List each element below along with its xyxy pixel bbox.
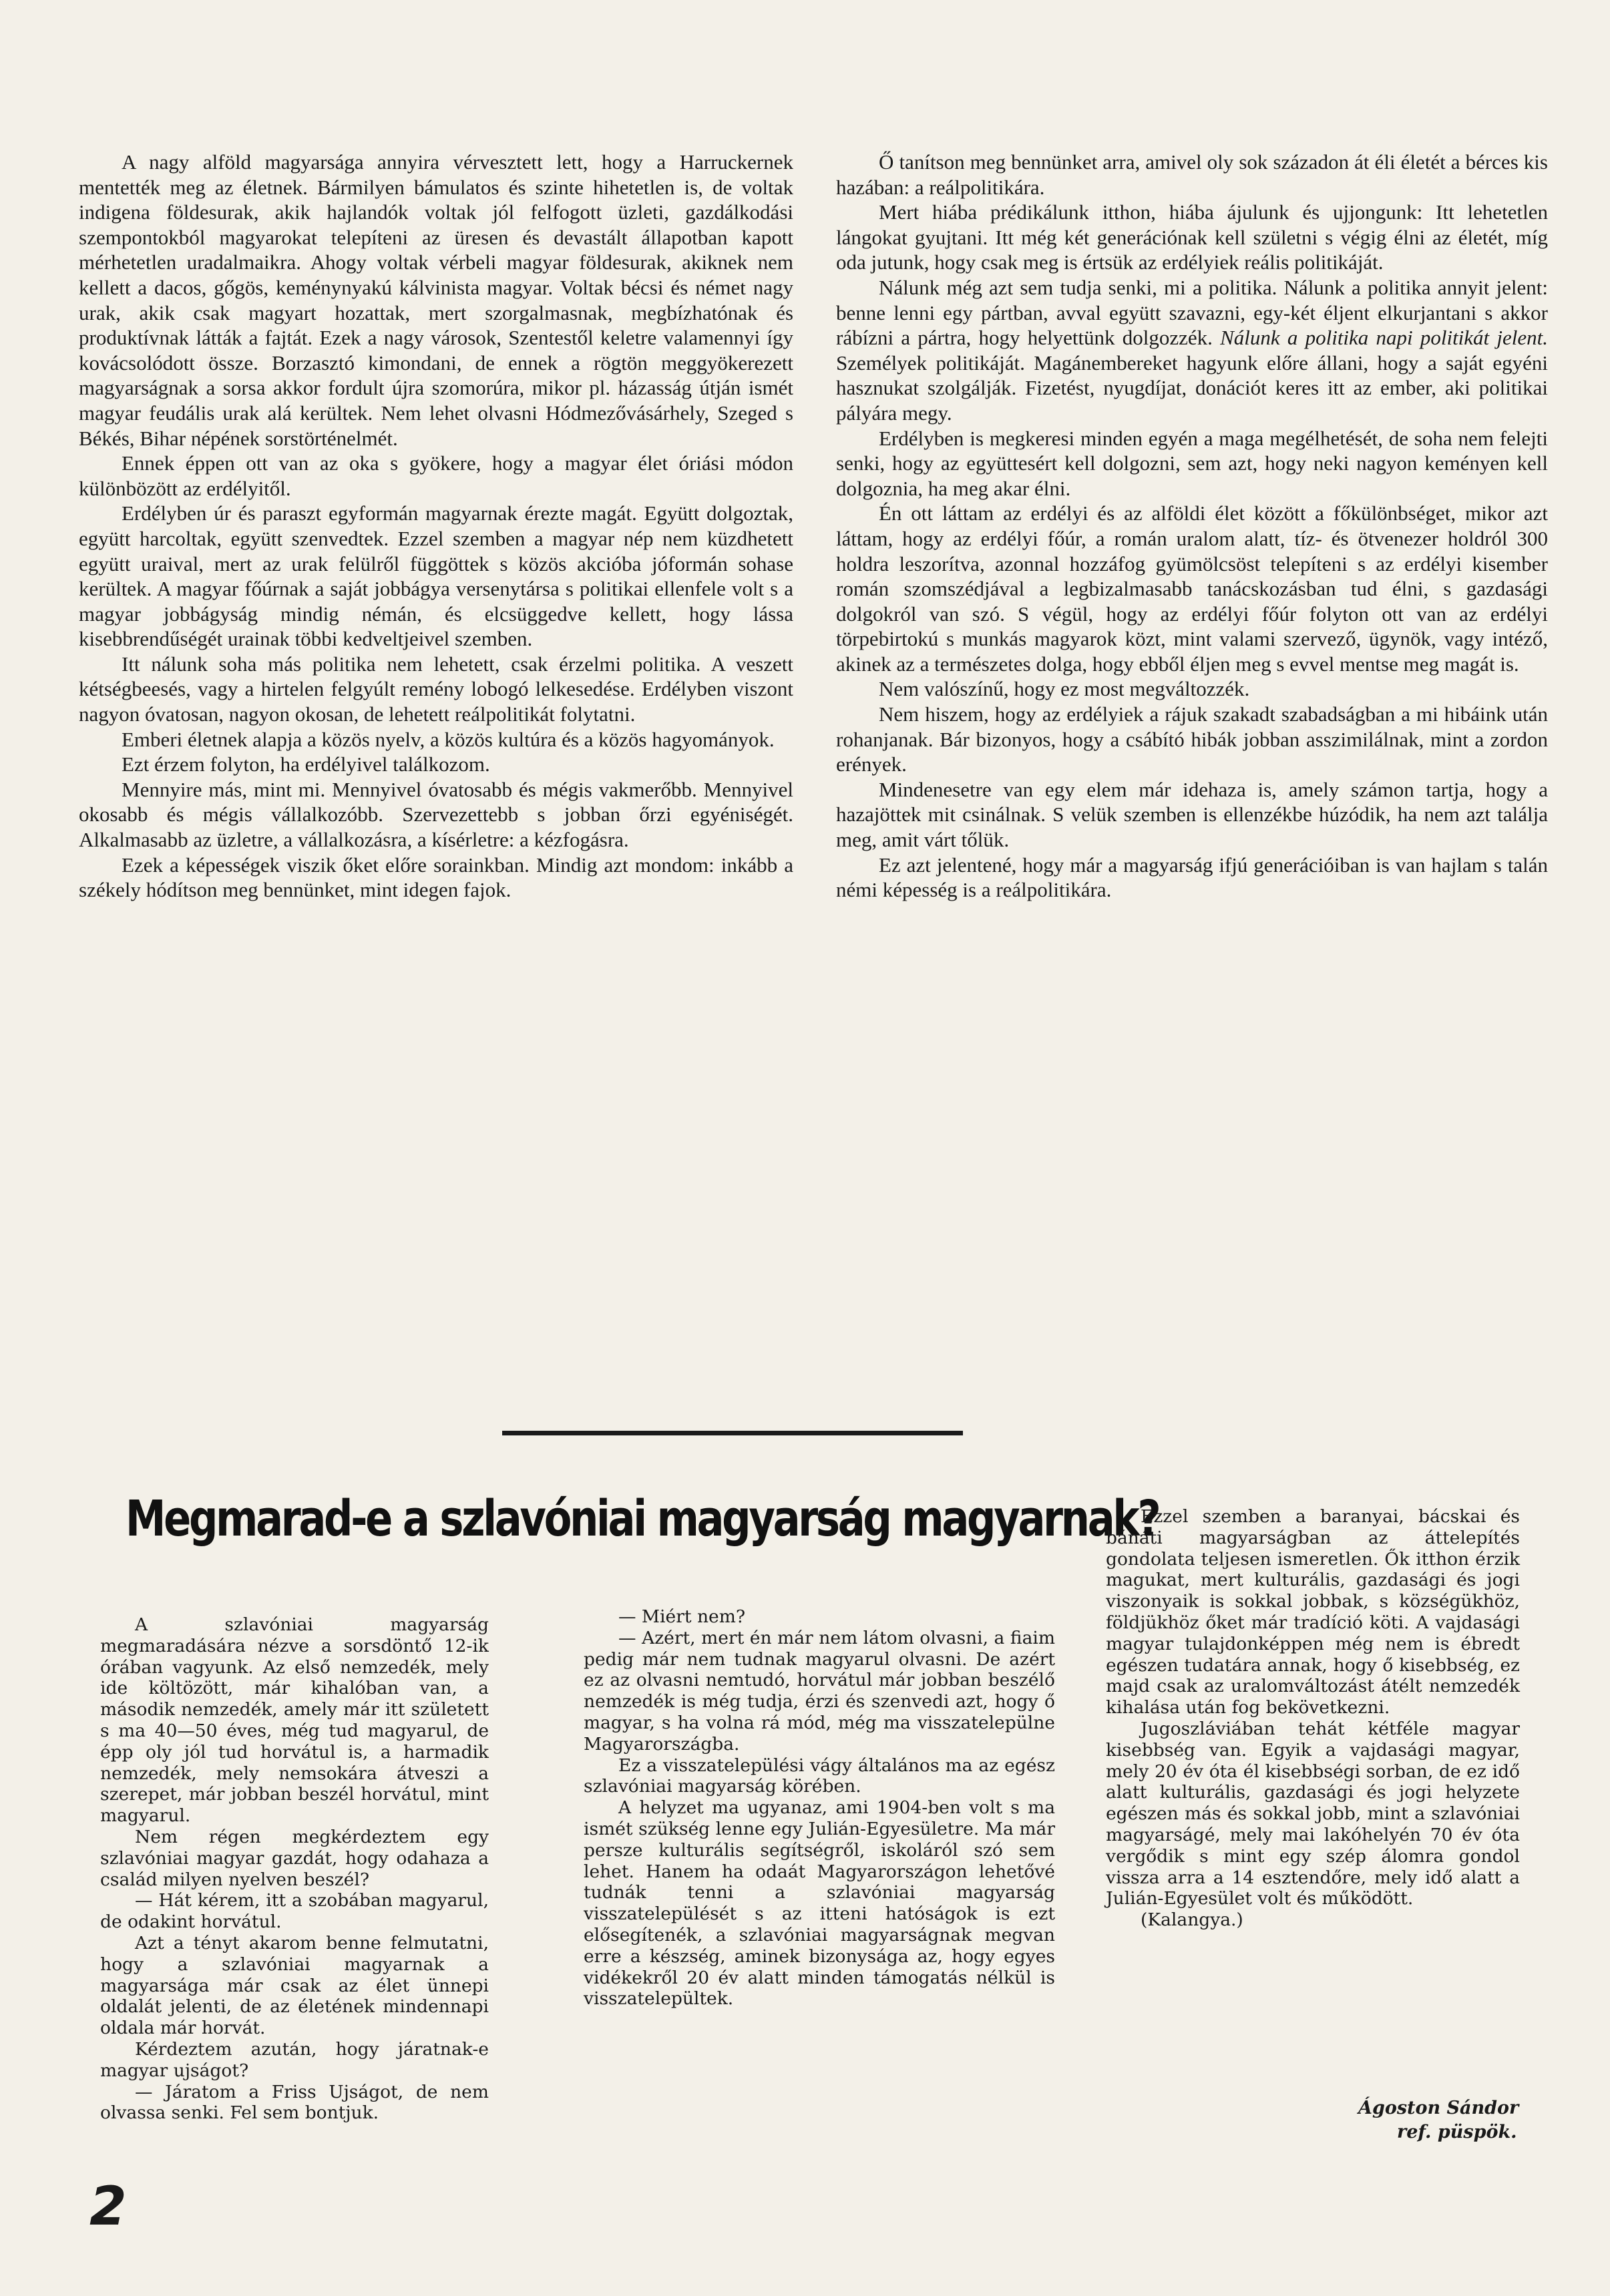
paragraph: Mindenesetre van egy elem már idehaza is, amely számon tartja, hogy a hazajöttek mit csinálnak. S velük szemben is ellenzékbe húzódik, ha nem azt találja meg, amit várt tőlük.: [836, 777, 1548, 852]
paragraph: Ezt érzem folyton, ha erdélyivel találkozom.: [122, 752, 490, 776]
paragraph: Itt nálunk soha más politika nem lehetett, csak érzelmi politika. A veszett kétségbeesés, vagy a hirtelen felgyúlt remény lobogó lelkesedése. Erdélyben viszont nagyon óvatosan, nagyon okosan, de lehetett reálpolitikát folytatni.: [79, 652, 793, 726]
italic-emphasis: Nálunk a politika napi politikát jelent.: [1220, 326, 1548, 350]
author-signature-name: Ágoston Sándor: [1358, 2098, 1519, 2118]
paragraph: Erdélyben is megkeresi minden egyén a maga megélhetését, de soha nem felejti senki, hogy az együttesért kell dolgozni, sem azt, hogy neki nagyon keményen kell dolgoznia, ha meg akar élni.: [836, 426, 1548, 500]
paragraph: Nem régen megkérdeztem egy szlavóniai magyar gazdát, hogy odahaza a család milyen nyelven beszél?: [100, 1826, 489, 1890]
paragraph: — Járatom a Friss Ujságot, de nem olvassa senki. Fel sem bontjuk.: [100, 2081, 489, 2124]
paragraph: A szlavóniai magyarság megmaradására nézve a sorsdöntő 12-ik órában vagyunk. Az első nemzedék, mely ide költözött, már kihalóban van, a második nemzedék, amely már itt született s ma 40—50 éves, még tud magyarul, de épp oly jól tud horvátul is, a harmadik nemzedék, mely nemsokára átveszi a szerepet, már jobban beszél horvátul, mint magyarul.: [100, 1614, 489, 1827]
paragraph: A helyzet ma ugyanaz, ami 1904-ben volt s ma ismét szükség lenne egy Julián-Egyesületre. Ma már persze kulturális segítségről, iskoláról szó sem lehet. Hanem ha odaát Magyarországon lehetővé tudnák tenni a szlavóniai magyarság visszatelepülését s az itteni hatóságok is ezt elősegítenék, a szlavóniai magyarságnak megvan erre a készség, aminek bizonyságа az, hogy egyes vidékekről 20 év alatt minden támogatás nélkül is visszatelepültek.: [584, 1797, 1055, 2010]
paragraph: Ez a visszatelepülési vágy általános ma az egész szlavóniai magyarság körében.: [584, 1755, 1055, 1797]
paragraph: — Hát kérem, itt a szobában magyarul, de odakint horvátul.: [100, 1890, 489, 1933]
paragraph: Én ott láttam az erdélyi és az alföldi élet között a főkülönbséget, mikor azt láttam, hogy az erdélyi főúr, a román uralom alatt, tíz- és ötvenezer holdról 300 holdra leszorítva, azonnal hozzáfog gyümölcsöst telepíteni s az erdélyi kisember román szomszédjával a legbizalmasabb tanácskozásban tud élni, s gazdasági dolgokról van szó. S végül, hogy az erdélyi főúr folyton ott van az erdélyi törpebirtokú s munkás magyarok közt, mint valami szervező, ügynök, vagy intéző, akinek az a természetes dolga, hogy ebből éljen meg s evvel mentse meg magát is.: [836, 501, 1548, 676]
paragraph: A nagy alföld magyarsága annyira vérvesztett lett, hogy a Harruckernek mentették meg az életnek. Bármilyen bámulatos és szinte hihetetlen is, de voltak indigena földesurak, akik hajlandók voltak jól felfogott üzleti, gazdálkodási szempontokból magyarokat telepíteni az üresen és devastált állapotban kapott mérhetetlen uradalmaikra. Ahogy voltak vérbeli magyar földesurak, akiknek nem kellett a dacos, gőgös, keménynyakú kálvinista magyar. Voltak bécsi és német nagy urak, akik csak magyart hozattak, mert szorgalmasnak, megbízhatónak és produktívnak látták a fajtát. Ezek a nagy városok, Szentestől keletre valamennyi így kovácsolódott össze. Borzasztó kimondani, de ennek a rögtön meggyökerezett magyarságnak a sorsa akkor fordult újra szomorúra, mikor pl. házasság útján ismét magyar feudális urak alá kerültek. Nem lehet olvasni Hódmezővásárhely, Szeged s Békés, Bihar népének sorstörténelmét.: [79, 150, 793, 450]
paragraph: Ez azt jelentené, hogy már a magyarság ifjú generációiban is van hajlam s talán némi képesség is a reálpolitikára.: [836, 853, 1548, 902]
bottom-article-column-2: [584, 1606, 1055, 2010]
bottom-article-column-3: [1106, 1506, 1520, 1931]
paragraph: Ezzel szemben a baranyai, bácskai és bánáti magyarságban az áttelepítés gondolata teljesen ismeretlen. Ők itthon érzik magukat, mert kulturális, gazdasági és jogi viszonyaik is sokkal jobbak, s községükhöz, földjükhöz őket már tradíció köti. A vajdasági magyar tulajdonképpen még nem is ébredt egészen tudatára annak, hogy ő kisebbség, ez majd csak az uralomváltozást átélt nemzedék kihalása után fog bekövetkezni.: [1106, 1506, 1520, 1718]
paragraph: Erdélyben úr és paraszt egyformán magyarnak érezte magát. Együtt dolgoztak, együtt harcoltak, együtt szenvedtek. Ezzel szemben a magyar nép nem küzdhetett együtt uraival, mert az urak felülről függöttek s közös akcióba jóformán sohase kerültek. A magyar főúrnak a saját jobbágya versenytársa s politikai ellenfele volt s a magyar jobbágyság mindig némán, és elcsüggedve kellett, hogy lássa kisebbrendűségét urainak többi kedveltjeivel szemben.: [79, 501, 793, 651]
paragraph: Ennek éppen ott van az oka s gyökere, hogy a magyar élet óriási módon különbözött az erdélyitől.: [79, 451, 793, 500]
source-credit: (Kalangya.): [1141, 1909, 1243, 1931]
paragraph: Mennyire más, mint mi. Mennyivel óvatosabb és mégis vakmerőbb. Mennyivel okosabb és mégis vállalkozóbb. Szervezettebb s jobban őrzi egyéniségét. Alkalmasabb az üzletre, a vállalkozásra, a kísérletre: a kézfogásra.: [79, 777, 793, 852]
paragraph: Emberi életnek alapja a közös nyelv, a közös kultúra és a közös hagyományok.: [122, 727, 775, 751]
article-headline: Megmarad-e a szlavóniai magyarság magyarnak?: [126, 1490, 1159, 1548]
bottom-article-column-1: [100, 1614, 489, 2124]
text-span: Személyek politikáját. Magánembereket hagyunk előre állani, hogy a saját egyéni hasznukat szolgálják. Fizetést, nyugdíjat, donációt keres itt az ember, aki politikai pályára megy.: [836, 351, 1548, 425]
paragraph: — Azért, mert én már nem látom olvasni, a fiaim pedig már nem tudnak magyarul olvasni. De azért ez az olvasni nemtudó, horvátul már jobban beszélő nemzedék is még tudja, érzi és szenvedi azt, hogy ő magyar, s ha volna rá mód, még ma visszatelepülne Magyarországba.: [584, 1627, 1055, 1755]
paragraph: Jugoszláviában tehát kétféle magyar kisebbség van. Egyik a vajdasági magyar, mely 20 év óta él kisebbségi sorban, de ez idő alatt kulturális, gazdasági és jogi helyzete egészen más és sokkal jobb, mint a szlavóniai magyarságé, mely mai lakóhelyén 70 év óta vergődik s mint egy szép álomra gondol vissza arra a 14 esztendőre, mely idő alatt a Julián-Egyesület volt és működött.: [1106, 1718, 1520, 1909]
paragraph: Ő tanítson meg bennünket arra, amivel oly sok századon át éli életét a bérces kis hazában: a reálpolitikára.: [836, 150, 1548, 199]
author-signature-title: ref. püspök.: [1397, 2122, 1517, 2142]
paragraph: Azt a tényt akarom benne felmutatni, hogy a szlavóniai magyarnak a magyarsága már csak az élet ünnepi oldalát jelenti, de az életének mindennapi oldala már horvát.: [100, 1932, 489, 2039]
paragraph: — Miért nem?: [618, 1606, 746, 1627]
paragraph: Ezek a képességek viszik őket előre sorainkban. Mindig azt mondom: inkább a székely hódítson meg bennünket, mint idegen fajok.: [79, 853, 793, 902]
paragraph: Kérdeztem azután, hogy járatnak-e magyar ujságot?: [100, 2038, 489, 2081]
page-number: 2: [89, 2175, 127, 2237]
paragraph: [836, 275, 1548, 426]
section-divider: [502, 1431, 963, 1435]
paragraph: Mert hiába prédikálunk itthon, hiába ájulunk és ujjongunk: Itt lehetetlen lángokat gyujtani. Itt még két generációnak kell születni s végig élni az életét, míg oda jutunk, hogy csak meg is értsük az erdélyiek reális politikáját.: [836, 200, 1548, 274]
top-article-right-column: [836, 150, 1548, 903]
text-span: Nálunk még azt sem tudja senki, mi a politika. Nálunk a politika annyit jelent: benne lenni egy pártban, avval együtt szavazni, egy-két éljent elkurjantani s akkor rábízni a pártra, hogy helyettünk dolgozzék.: [836, 275, 1548, 350]
paragraph: Nem hiszem, hogy az erdélyiek a rájuk szakadt szabadságban a mi hibáink után rohanjanak. Bár bizonyos, hogy a csábító hibák jobban asszimilálnak, mint a zordon erények.: [836, 702, 1548, 776]
paragraph: Nem valószínű, hogy ez most megváltozzék.: [879, 677, 1250, 701]
top-article-left-column: [79, 150, 793, 903]
